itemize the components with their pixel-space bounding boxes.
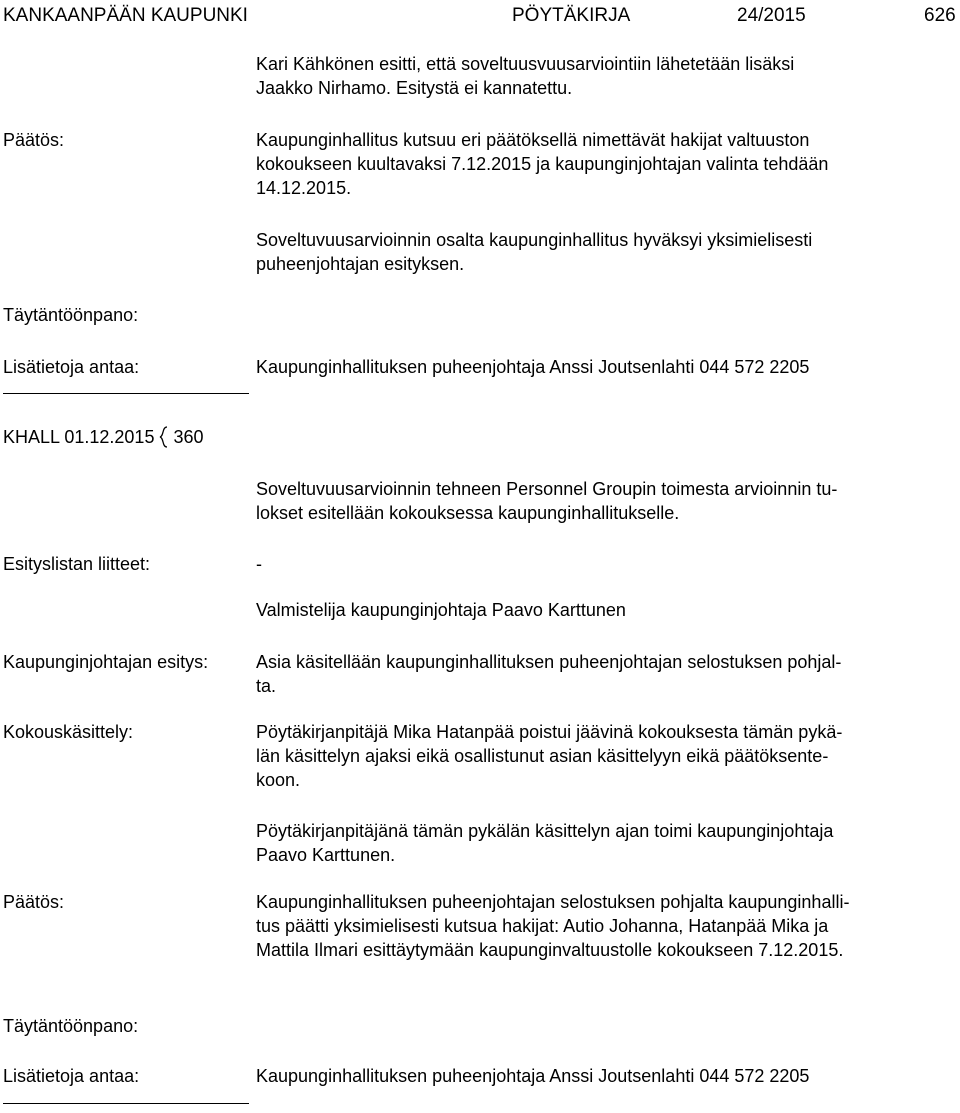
attachments-label: Esityslistan liitteet: (3, 554, 151, 574)
decision-label: Päätös: (3, 892, 65, 912)
bottom-divider (3, 1103, 249, 1104)
section-heading (3, 425, 204, 449)
prev-decision-p2-line-2: puheenjohtajan esityksen. (256, 254, 465, 274)
section-sign-icon (159, 426, 169, 448)
handling-line-2: län käsittelyn ajaksi eikä osallistunut asian käsittelyyn eikä päätöksente- (256, 746, 829, 766)
prev-decision-line-3: 14.12.2015. (256, 178, 352, 198)
city-name: KANKAANPÄÄN KAUPUNKI (3, 5, 248, 26)
handling-line-1: Pöytäkirjanpitäjä Mika Hatanpää poistui jäävinä kokouksesta tämän pykä- (256, 722, 843, 742)
section-number: 360 (173, 427, 204, 447)
handling-p2-line-1: Pöytäkirjanpitäjänä tämän pykälän käsittelyn ajan toimi kaupunginjohtaja (256, 821, 834, 841)
prev-decision-p2-line-1: Soveltuvuusarvioinnin osalta kaupunginhallitus hyväksyi yksimielisesti (256, 230, 813, 250)
prev-decision-line-2: kokoukseen kuultavaksi 7.12.2015 ja kaupunginjohtajan valinta tehdään (256, 154, 829, 174)
section-divider (3, 393, 249, 394)
prev-decision-line-1: Kaupunginhallitus kutsuu eri päätöksellä nimettävät hakijat valtuuston (256, 130, 810, 150)
implementation-label: Täytäntöönpano: (3, 1016, 139, 1036)
document-type: PÖYTÄKIRJA (512, 5, 631, 26)
prev-info-text: Kaupunginhallituksen puheenjohtaja Anssi Joutsenlahti 044 572 2205 (256, 357, 810, 377)
attachments-value: - (256, 554, 262, 574)
issue-number: 24/2015 (737, 5, 806, 26)
proposal-line-1: Asia käsitellään kaupunginhallituksen puheenjohtajan selostuksen pohjal- (256, 652, 842, 672)
info-label: Lisätietoja antaa: (3, 1066, 140, 1086)
handling-label: Kokouskäsittely: (3, 722, 134, 742)
prev-implementation-label: Täytäntöönpano: (3, 305, 139, 325)
decision-line-2: tus päätti yksimielisesti kutsua hakijat: Autio Johanna, Hatanpää Mika ja (256, 916, 829, 936)
section-intro-line-1: Soveltuvuusarvioinnin tehneen Personnel Groupin toimesta arvioinnin tu- (256, 479, 838, 499)
decision-line-3: Mattila Ilmari esittäytymään kaupunginvaltuustolle kokoukseen 7.12.2015. (256, 940, 844, 960)
section-id: KHALL 01.12.2015 (3, 427, 155, 447)
info-text: Kaupunginhallituksen puheenjohtaja Anssi Joutsenlahti 044 572 2205 (256, 1066, 810, 1086)
proposal-line-2: ta. (256, 676, 277, 696)
prev-decision-label: Päätös: (3, 130, 65, 150)
page-number: 626 (924, 5, 956, 26)
decision-line-1: Kaupunginhallituksen puheenjohtajan selostuksen pohjalta kaupunginhalli- (256, 892, 850, 912)
prev-intro-line-1: Kari Kähkönen esitti, että soveltuusvuusarviointiin lähetetään lisäksi (256, 54, 795, 74)
proposal-label: Kaupunginjohtajan esitys: (3, 652, 209, 672)
handling-line-3: koon. (256, 770, 301, 790)
handling-p2-line-2: Paavo Karttunen. (256, 845, 396, 865)
preparer-line: Valmistelija kaupunginjohtaja Paavo Karttunen (256, 600, 626, 620)
prev-info-label: Lisätietoja antaa: (3, 357, 140, 377)
prev-intro-line-2: Jaakko Nirhamo. Esitystä ei kannatettu. (256, 78, 573, 98)
section-intro-line-2: lokset esitellään kokouksessa kaupunginhallitukselle. (256, 503, 680, 523)
